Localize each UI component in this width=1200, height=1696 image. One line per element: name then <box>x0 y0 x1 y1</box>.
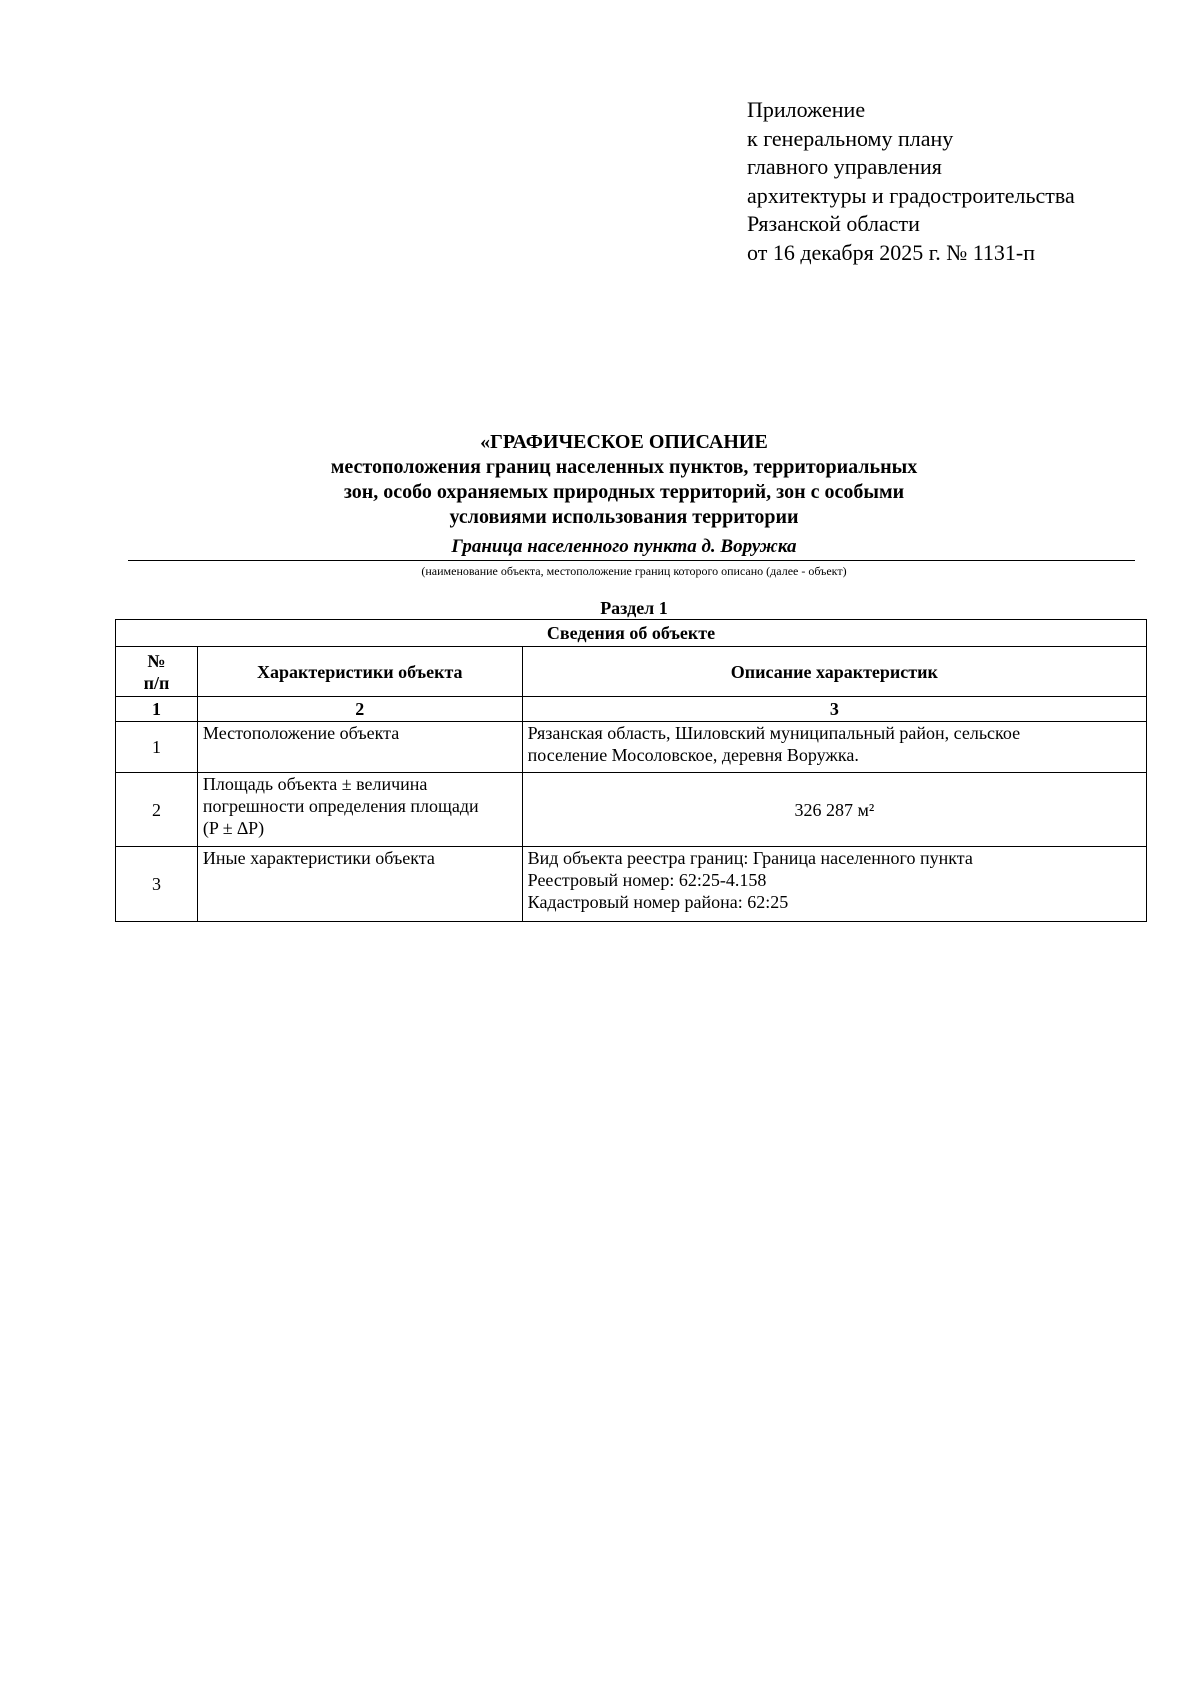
column-number-row <box>116 697 1147 722</box>
appendix-line: к генеральному плану <box>747 125 954 151</box>
header-number-line: п/п <box>143 672 170 693</box>
characteristic-line: погрешности определения площади <box>202 796 479 816</box>
row-characteristic <box>197 773 522 847</box>
row-description <box>522 773 1146 847</box>
title-line: условиями использования территории <box>449 506 799 528</box>
characteristic-line: Площадь объекта ± величина <box>202 774 428 794</box>
header-number-line: № <box>147 650 166 671</box>
row-description <box>522 847 1146 922</box>
column-number: 1 <box>116 697 198 722</box>
title-line: местоположения границ населенных пунктов, территориальных <box>330 456 918 478</box>
title-line: зон, особо охраняемых природных территорий, зон с особыми <box>343 481 905 503</box>
row-number: 2 <box>116 773 198 847</box>
object-name: Граница населенного пункта д. Воружка <box>451 536 797 557</box>
characteristic-line: Местоположение объекта <box>202 723 400 743</box>
appendix-line: архитектуры и градостроительства <box>747 182 1075 208</box>
appendix-line: Приложение <box>747 97 866 122</box>
header-description: Описание характеристик <box>522 647 1146 697</box>
title-line: «ГРАФИЧЕСКОЕ ОПИСАНИЕ <box>480 431 768 453</box>
object-caption: (наименование объекта, местоположение границ которого описано (далее - объект) <box>421 564 847 578</box>
description-line: Рязанская область, Шиловский муниципальный район, сельское <box>527 723 1021 743</box>
description-line: 326 287 м² <box>794 799 875 820</box>
description-line: поселение Мосоловское, деревня Воружка. <box>527 745 859 765</box>
table-row <box>116 722 1147 773</box>
table-row <box>116 773 1147 847</box>
row-description <box>522 722 1146 773</box>
column-number: 2 <box>197 697 522 722</box>
object-underline <box>128 560 1135 561</box>
table-header-row <box>116 647 1147 697</box>
appendix-line: главного управления <box>747 154 942 179</box>
description-line: Реестровый номер: 62:25-4.158 <box>527 870 767 890</box>
section-title: Раздел 1 <box>600 598 668 618</box>
appendix-line: от 16 декабря 2025 г. № 1131-п <box>747 239 1036 265</box>
header-characteristics: Характеристики объекта <box>197 647 522 697</box>
header-number <box>116 647 198 697</box>
description-line: Кадастровый номер района: 62:25 <box>527 892 789 912</box>
appendix-block <box>747 96 1075 267</box>
characteristic-line: Иные характеристики объекта <box>202 848 435 868</box>
appendix-line: Рязанской области <box>747 211 920 236</box>
table-caption: Сведения об объекте <box>116 620 1147 647</box>
characteristic-line: (P ± ∆P) <box>202 818 265 838</box>
table-row <box>116 847 1147 922</box>
row-number: 3 <box>116 847 198 922</box>
table-caption-row <box>116 620 1147 647</box>
document-title <box>118 430 1130 530</box>
object-info-table <box>115 619 1147 922</box>
column-number: 3 <box>522 697 1146 722</box>
row-number: 1 <box>116 722 198 773</box>
row-characteristic <box>197 722 522 773</box>
description-line: Вид объекта реестра границ: Граница населенного пункта <box>527 848 973 868</box>
row-characteristic <box>197 847 522 922</box>
